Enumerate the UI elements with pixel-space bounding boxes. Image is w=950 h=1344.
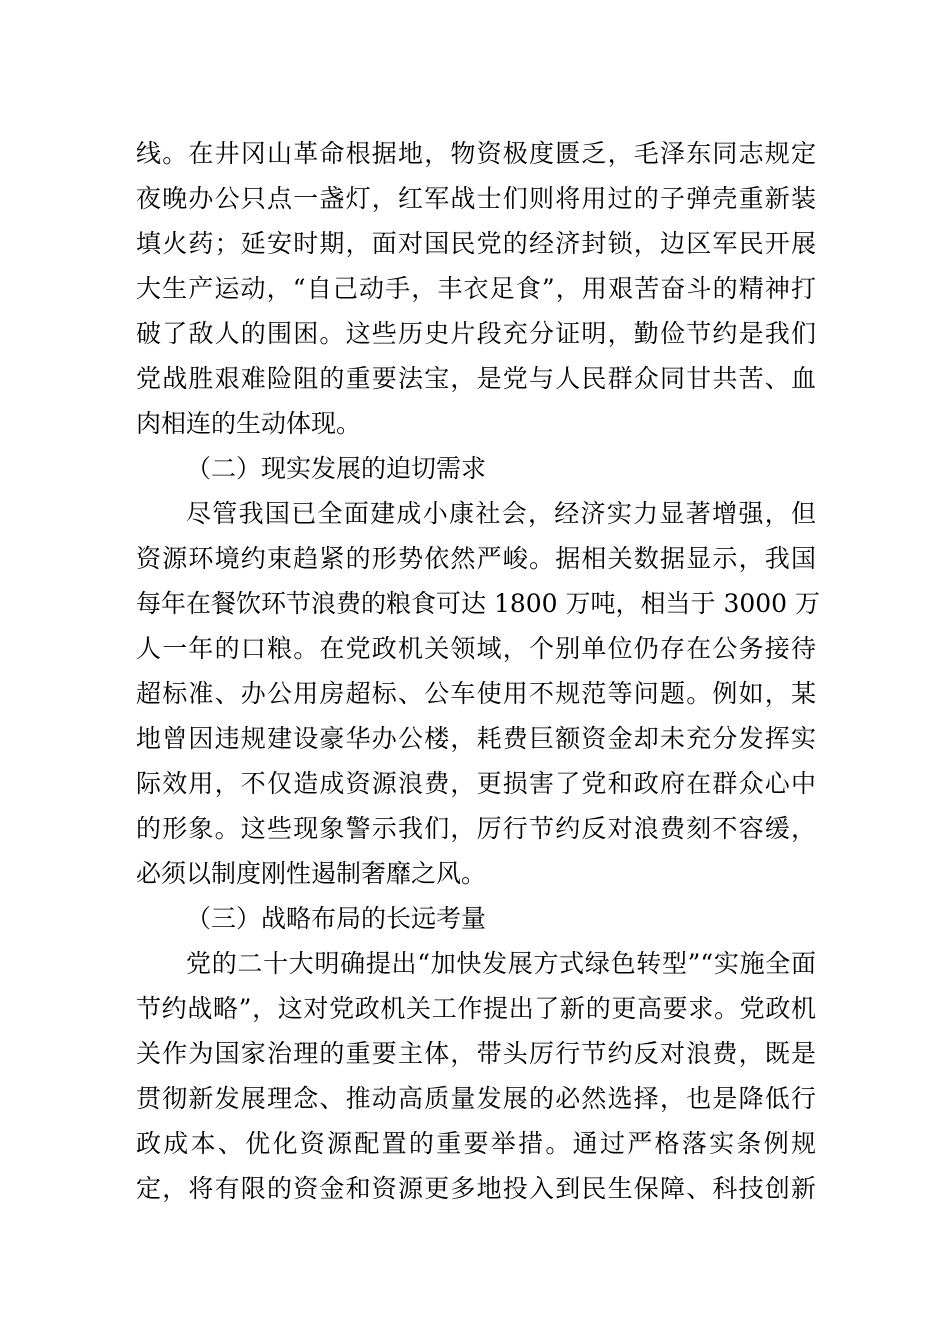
paragraph-line: 地曾因违规建设豪华办公楼，耗费巨额资金却未充分发挥实: [136, 724, 816, 753]
paragraph-line: 超标准、办公用房超标、公车使用不规范等问题。例如，某: [136, 679, 816, 708]
paragraph-line: 政成本、优化资源配置的重要举措。通过严格落实条例规: [136, 1129, 816, 1158]
paragraph-line: 际效用，不仅造成资源浪费，更损害了党和政府在群众心中: [136, 769, 816, 798]
paragraph-line: 人一年的口粮。在党政机关领域，个别单位仍存在公务接待: [136, 634, 816, 663]
paragraph-line: 关作为国家治理的重要主体，带头厉行节约反对浪费，既是: [136, 1039, 816, 1068]
section-heading: （二）现实发展的迫切需求: [186, 454, 487, 483]
paragraph-line: 党的二十大明确提出“加快发展方式绿色转型”“实施全面: [186, 949, 816, 978]
paragraph-line: 填火药；延安时期，面对国民党的经济封锁，边区军民开展: [136, 229, 816, 258]
paragraph-line: 贯彻新发展理念、推动高质量发展的必然选择，也是降低行: [136, 1084, 816, 1113]
paragraph-line: 的形象。这些现象警示我们，厉行节约反对浪费刻不容缓，: [136, 814, 816, 843]
paragraph-line: 线。在井冈山革命根据地，物资极度匮乏，毛泽东同志规定: [136, 139, 816, 168]
paragraph-line: 节约战略”，这对党政机关工作提出了新的更高要求。党政机: [136, 994, 816, 1023]
paragraph-line: 肉相连的生动体现。: [136, 409, 362, 438]
paragraph-line: 资源环境约束趋紧的形势依然严峻。据相关数据显示，我国: [136, 544, 816, 573]
paragraph-line: 破了敌人的围困。这些历史片段充分证明，勤俭节约是我们: [136, 319, 816, 348]
paragraph-line: 每年在餐饮环节浪费的粮食可达 1800 万吨，相当于 3000 万: [136, 589, 821, 618]
paragraph-line: 必须以制度刚性遏制奢靡之风。: [136, 859, 487, 888]
paragraph-line: 大生产运动，“自己动手，丰衣足食”，用艰苦奋斗的精神打: [136, 274, 816, 303]
paragraph-line: 尽管我国已全面建成小康社会，经济实力显著增强，但: [186, 499, 816, 528]
paragraph-line: 夜晚办公只点一盏灯，红军战士们则将用过的子弹壳重新装: [136, 184, 816, 213]
paragraph-line: 定，将有限的资金和资源更多地投入到民生保障、科技创新: [136, 1174, 816, 1203]
paragraph-line: 党战胜艰难险阻的重要法宝，是党与人民群众同甘共苦、血: [136, 364, 816, 393]
section-heading: （三）战略布局的长远考量: [186, 904, 487, 933]
